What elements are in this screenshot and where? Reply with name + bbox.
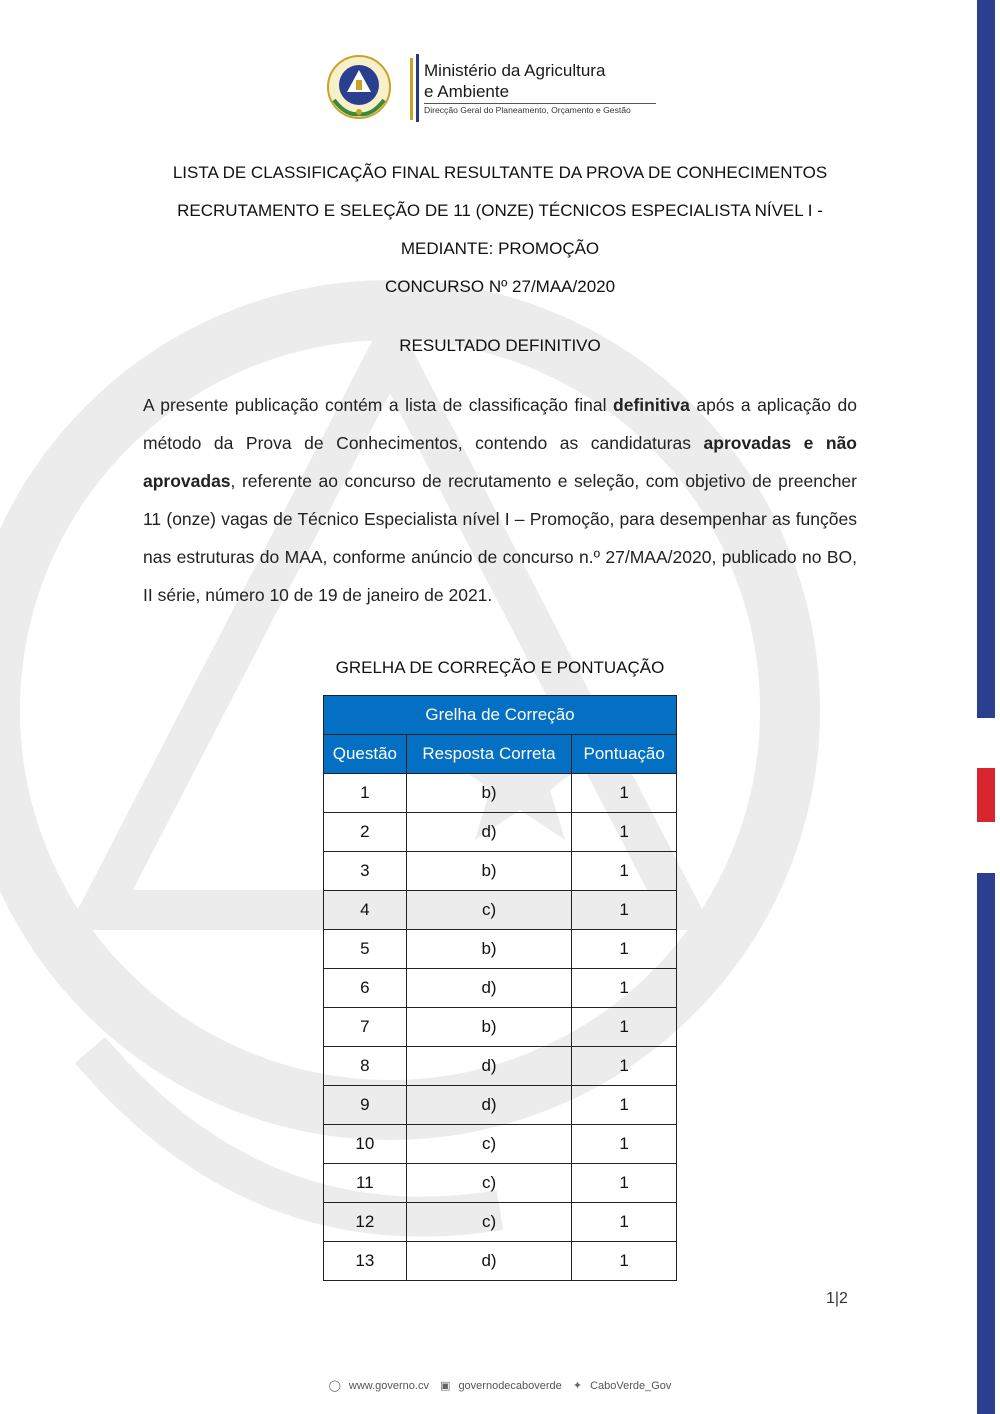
side-bar-blue-bottom <box>977 873 995 1414</box>
table-row <box>324 813 677 852</box>
cell-answer: c) <box>406 1164 572 1203</box>
cell-question: 4 <box>324 891 407 930</box>
cell-score: 1 <box>572 1125 677 1164</box>
intro-paragraph <box>143 386 857 614</box>
paragraph-emphasis-aprovadas: aprovadas e não aprovadas <box>143 433 857 491</box>
table-row <box>324 930 677 969</box>
table-row <box>324 969 677 1008</box>
paragraph-part-2: após a aplicação do método da Prova de Conhecimentos, contendo as candidaturas <box>143 395 857 453</box>
facebook-icon: ▣ <box>440 1380 451 1392</box>
cell-score: 1 <box>572 852 677 891</box>
cell-answer: c) <box>406 1125 572 1164</box>
column-header-pontuacao: Pontuação <box>572 735 677 774</box>
table-row <box>324 852 677 891</box>
cell-answer: d) <box>406 1242 572 1281</box>
cell-question: 12 <box>324 1203 407 1242</box>
table-row <box>324 1125 677 1164</box>
direction-name: Direcção Geral do Planeamento, Orçamento e Gestão <box>424 105 631 115</box>
cell-question: 5 <box>324 930 407 969</box>
cell-question: 10 <box>324 1125 407 1164</box>
cell-score: 1 <box>572 1203 677 1242</box>
column-header-resposta: Resposta Correta <box>406 735 572 774</box>
cell-question: 2 <box>324 813 407 852</box>
correction-grid-table <box>323 695 677 1281</box>
twitter-icon: ✦ <box>572 1380 583 1392</box>
ministry-line-1: Ministério da Agricultura <box>424 61 606 80</box>
title-line-3: MEDIANTE: PROMOÇÃO <box>400 239 600 258</box>
footer-facebook[interactable]: governodecaboverde <box>458 1380 562 1392</box>
cell-answer: b) <box>406 774 572 813</box>
footer-twitter[interactable]: CaboVerde_Gov <box>590 1380 672 1392</box>
header-blue-divider <box>416 54 419 122</box>
globe-icon: ◯ <box>328 1380 341 1392</box>
grid-section-title: GRELHA DE CORREÇÃO E PONTUAÇÃO <box>335 658 665 677</box>
title-line-1: LISTA DE CLASSIFICAÇÃO FINAL RESULTANTE DA PROVA DE CONHECIMENTOS <box>172 163 828 182</box>
cell-question: 7 <box>324 1008 407 1047</box>
side-bar-red <box>977 768 995 822</box>
header-gold-divider <box>410 58 413 120</box>
cell-answer: b) <box>406 852 572 891</box>
ministry-name <box>424 60 605 102</box>
cell-score: 1 <box>572 1164 677 1203</box>
cell-question: 6 <box>324 969 407 1008</box>
table-row <box>324 1008 677 1047</box>
side-bar-blue-top <box>977 0 995 718</box>
cell-score: 1 <box>572 1047 677 1086</box>
title-line-4: CONCURSO Nº 27/MAA/2020 <box>384 277 616 296</box>
cell-question: 8 <box>324 1047 407 1086</box>
table-title: Grelha de Correção <box>324 696 677 735</box>
result-heading: RESULTADO DEFINITIVO <box>399 336 601 355</box>
cell-score: 1 <box>572 891 677 930</box>
page-number: 1|2 <box>826 1290 848 1307</box>
cell-answer: d) <box>406 969 572 1008</box>
table-row <box>324 1086 677 1125</box>
cell-score: 1 <box>572 1008 677 1047</box>
table-row <box>324 774 677 813</box>
table-row <box>324 1203 677 1242</box>
cell-answer: c) <box>406 1203 572 1242</box>
table-row <box>324 1047 677 1086</box>
footer <box>0 1379 1000 1392</box>
cell-question: 3 <box>324 852 407 891</box>
cell-answer: c) <box>406 891 572 930</box>
header-underline <box>424 103 656 104</box>
cell-answer: b) <box>406 1008 572 1047</box>
cell-answer: d) <box>406 813 572 852</box>
title-line-2: RECRUTAMENTO E SELEÇÃO DE 11 (ONZE) TÉCNICOS ESPECIALISTA NÍVEL I - <box>177 201 823 220</box>
cell-score: 1 <box>572 1086 677 1125</box>
cell-score: 1 <box>572 774 677 813</box>
coat-of-arms-icon <box>326 54 392 120</box>
cell-answer: b) <box>406 930 572 969</box>
cell-question: 11 <box>324 1164 407 1203</box>
cell-score: 1 <box>572 813 677 852</box>
table-row <box>324 1242 677 1281</box>
cell-score: 1 <box>572 969 677 1008</box>
table-row <box>324 891 677 930</box>
cell-score: 1 <box>572 1242 677 1281</box>
cell-score: 1 <box>572 930 677 969</box>
paragraph-part-1: A presente publicação contém a lista de classificação final <box>143 395 614 415</box>
cell-question: 9 <box>324 1086 407 1125</box>
column-header-questao: Questão <box>324 735 407 774</box>
cell-question: 1 <box>324 774 407 813</box>
ministry-line-2: e Ambiente <box>424 82 510 101</box>
paragraph-emphasis-definitiva: definitiva <box>613 395 690 415</box>
paragraph-part-3: , referente ao concurso de recrutamento e seleção, com objetivo de preencher 11 (onze) vagas de Técnico Especialista nível I – Promoção, para desempenhar as funções nas estruturas do MAA, conforme anúncio de concurso n.º 27/MAA/2020, publicado no BO, II série, número 10 de 19 de janeiro de 2021. <box>143 471 857 605</box>
cell-answer: d) <box>406 1047 572 1086</box>
cell-question: 13 <box>324 1242 407 1281</box>
ministry-header <box>326 52 666 122</box>
cell-answer: d) <box>406 1086 572 1125</box>
footer-website[interactable]: www.governo.cv <box>348 1380 429 1392</box>
table-row <box>324 1164 677 1203</box>
